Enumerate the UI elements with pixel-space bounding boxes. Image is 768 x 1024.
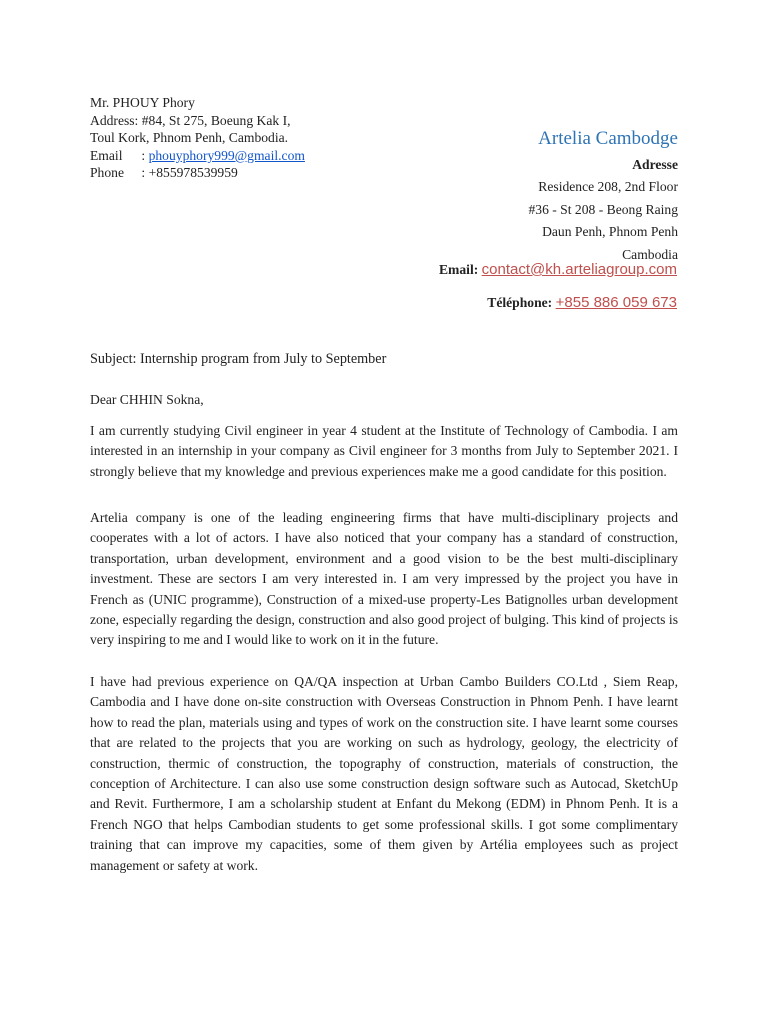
sender-phone-value: +855978539959 (148, 165, 238, 181)
recipient-phone-label: Téléphone: (487, 295, 553, 310)
body-paragraph-1: I am currently studying Civil engineer in year 4 student at the Institute of Technology of Cambodia. I am interested in an internship in your company as Civil engineer for 3 months from July to September 2021. I strongly believe that my knowledge and previous experiences make me a good candidate for this position. (90, 423, 678, 479)
recipient-address-line: Residence 208, 2nd Floor (538, 179, 678, 194)
sender-phone-row (90, 164, 305, 182)
body-paragraph-3: I have had previous experience on QA/QA inspection at Urban Cambo Builders CO.Ltd , Siem Reap, Cambodia and I have done on-site construction with Overseas Construction in Phnom Penh. I have learnt how to read the plan, materials using and types of work on the construction site. I have learnt some courses that are related to the projects that you are working on such as hydrology, geology, the electricity of construction, thermic of construction, the topography of construction, materials of construction, the conception of Architecture. I can also use some construction design software such as Autocad, SketchUp and Revit. Furthermore, I am a scholarship student at Enfant du Mekong (EDM) in Phnom Penh. It is a French NGO that helps Cambodian students to get some professional skills. I got some complimentary training that can improve my capacities, some of them given by Artélia employees such as project management or safety at work. (90, 674, 678, 873)
sender-email-separator: : (138, 147, 149, 163)
letter-subject: Subject: Internship program from July to September (90, 351, 387, 367)
recipient-block (439, 126, 678, 313)
recipient-address-line: #36 - St 208 - Beong Raing (528, 201, 678, 217)
recipient-phone-row (439, 293, 677, 313)
sender-email-row (90, 147, 305, 165)
sender-address-line-2: Toul Kork, Phnom Penh, Cambodia. (90, 130, 289, 146)
sender-phone-label: Phone (90, 165, 124, 181)
recipient-address-line: Daun Penh, Phnom Penh (542, 224, 678, 239)
letter-greeting: Dear CHHIN Sokna, (90, 392, 204, 407)
recipient-address-line: Cambodia (622, 246, 678, 262)
sender-name: Mr. PHOUY Phory (90, 95, 195, 110)
sender-email-link[interactable]: phouyphory999@gmail.com (148, 147, 305, 163)
body-paragraph-2: Artelia company is one of the leading engineering firms that have multi-disciplinary projects and cooperates with a lot of actors. I have also noticed that your company has a standard of construction, transportation, urban development, environment and a good vision to be the best multi-disciplinary investment. These are sectors I am very interested in. I am very impressed by the project you have in French as (UNIC programme), Construction of a mixed-use property-Les Batignolles urban development zone, especially regarding the design, construction and also good project of bulging. This kind of projects is very inspiring to me and I would like to work on it in the future. (90, 510, 678, 648)
sender-email-label: Email (90, 147, 123, 163)
sender-block (90, 94, 305, 182)
recipient-email-row (439, 260, 677, 280)
sender-address-line-1: Address: #84, St 275, Boeung Kak I, (90, 112, 291, 128)
recipient-email-label: Email: (438, 262, 479, 277)
sender-phone-separator: : (138, 165, 149, 181)
recipient-company-name: Artelia Cambodge (538, 128, 678, 149)
recipient-email-link[interactable]: contact@kh.arteliagroup.com (481, 261, 677, 278)
recipient-address-label: Adresse (632, 157, 678, 172)
recipient-phone-link[interactable]: +855 886 059 673 (555, 294, 677, 311)
